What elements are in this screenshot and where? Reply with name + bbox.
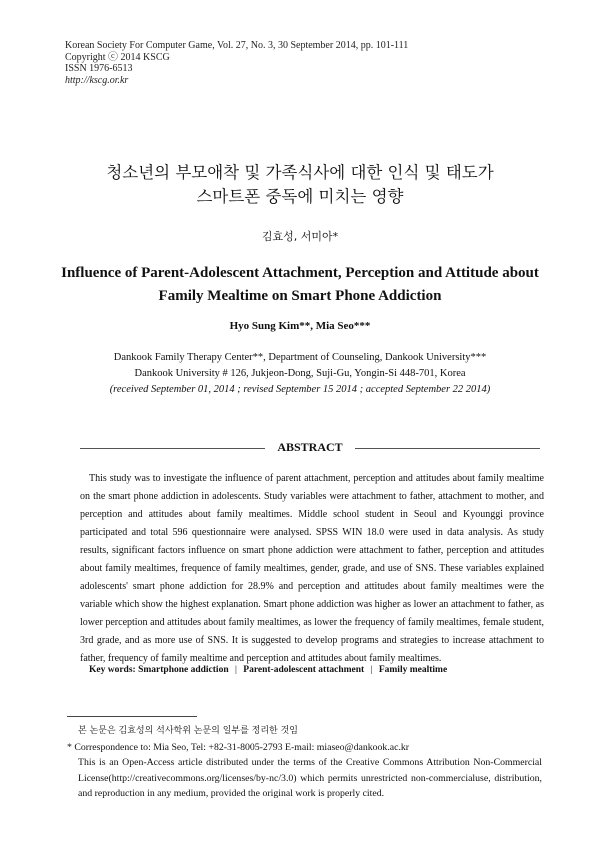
korean-title-line2: 스마트폰 중독에 미치는 영향 bbox=[196, 187, 404, 206]
footnotes bbox=[67, 724, 542, 802]
keywords-label: Key words: bbox=[89, 665, 136, 675]
keyword-separator: | bbox=[370, 665, 373, 675]
english-title bbox=[0, 262, 600, 308]
keywords-line bbox=[89, 665, 447, 675]
journal-header bbox=[65, 40, 408, 86]
footnote-license: This is an Open-Access article distributed under the terms of the Creative Commons Attribution Non-Commercial License(http://creativecommons.org/licenses/by-nc/3.0) which permits unrestricted non-commercialuse, distribution, and reproduction in any medium, provided the original work is properly cited. bbox=[78, 757, 542, 799]
affiliation-block bbox=[0, 350, 600, 398]
affiliation-line1: Dankook Family Therapy Center**, Department of Counseling, Dankook University*** bbox=[113, 352, 487, 363]
abstract-heading-row bbox=[80, 440, 540, 456]
abstract-body: This study was to investigate the influence of parent attachment, perception and attitudes about family mealtime on the smart phone addiction in adolescents. Study variables were attachment to father, attachment to mother, and perception and attitudes about family mealtimes. Middle school student in Seoul and Kyounggi province participated and total 596 questionnaire were analysed. SPSS WIN 18.0 were used in data analysis. As study results, significant factors influence on smart phone addiction were attachment to father, perception and attitudes about family mealtimes, frequence of family mealtimes, gender, grade, and use of SNS. These variables explained adolescents' smart phone addiction for 28.9% and perception and attitudes about family mealtimes were the variable which show the highest explanation. Smart phone addiction was higher as lower an attachment to father, as lower perception and attitudes about family mealtimes, as lower the frequency of family mealtimes, female student, 3rd grade, and as more use of SNS. It is suggested to develop programs and strategies to increase attachment to father, frequency of family mealtime and perception and attitudes about family mealtimes. bbox=[80, 473, 544, 664]
keyword: Parent-adolescent attachment bbox=[243, 665, 365, 675]
footnote-correspondence: * Correspondence to: Mia Seo, Tel: +82-31-8005-2793 E-mail: miaseo@dankook.ac.kr bbox=[67, 741, 410, 753]
journal-url[interactable]: http://kscg.or.kr bbox=[65, 74, 129, 86]
english-authors: Hyo Sung Kim**, Mia Seo*** bbox=[229, 320, 371, 332]
abstract-heading: ABSTRACT bbox=[277, 440, 343, 454]
affiliation-line2: Dankook University # 126, Jukjeon-Dong, Suji-Gu, Yongin-Si 448-701, Korea bbox=[134, 368, 466, 379]
footnote-divider bbox=[67, 716, 197, 717]
keyword: Family mealtime bbox=[378, 665, 448, 675]
english-title-line1: Influence of Parent-Adolescent Attachment, Perception and Attitude about bbox=[61, 265, 539, 281]
journal-citation: Korean Society For Computer Game, Vol. 27, No. 3, 30 September 2014, pp. 101-111 bbox=[65, 40, 409, 51]
korean-title-line1: 청소년의 부모애착 및 가족식사에 대한 인식 및 태도가 bbox=[106, 163, 494, 182]
heading-rule-right bbox=[355, 448, 540, 449]
keyword: Smartphone addiction bbox=[138, 665, 229, 675]
english-title-line2: Family Mealtime on Smart Phone Addiction bbox=[158, 288, 442, 304]
korean-authors: 김효성, 서미아* bbox=[261, 230, 339, 243]
issn-line: ISSN 1976-6513 bbox=[65, 63, 133, 75]
footnote-thesis-note: 본 논문은 김효성의 석사학위 논문의 일부를 정리한 것임 bbox=[78, 726, 298, 736]
korean-title bbox=[0, 161, 600, 209]
copyright-line: Copyright ⓒ 2014 KSCG bbox=[65, 51, 170, 63]
submission-dates: (received September 01, 2014 ; revised September 15 2014 ; accepted September 22 2014) bbox=[109, 384, 491, 395]
keyword-separator: | bbox=[234, 665, 237, 675]
